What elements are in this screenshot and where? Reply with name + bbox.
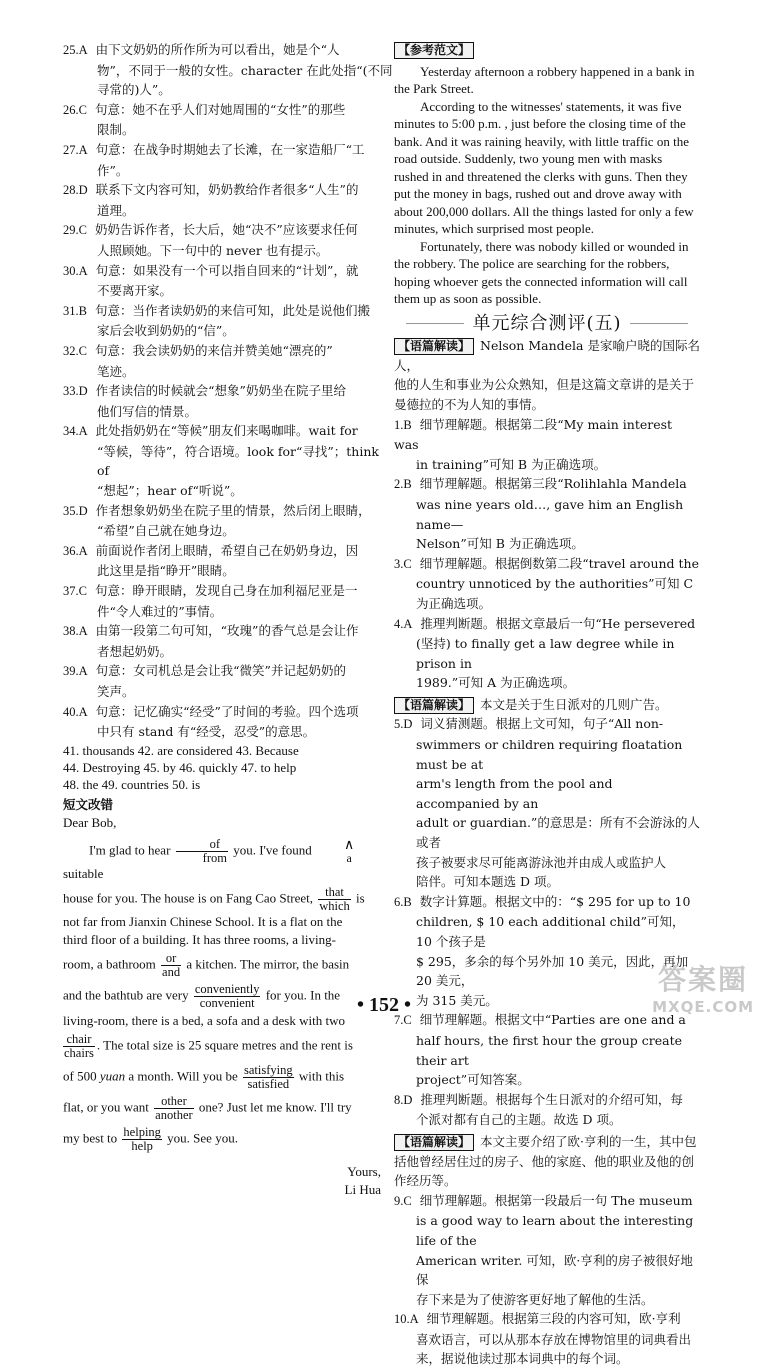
essay-paragraph: According to the witnesses' statements, it was five minutes to 5:00 p.m. , just before the closing time of the bank. And it was raining heavily, with little traffic on the road outside. Suddenly, two young men with masks rushed in and threatened the clerks with guns. Then they put the money in bags, rushed out and drove away with about 200,000 dollars. All the things lasted for only a few minutes, which surprised most people. [394, 98, 694, 237]
letter-signature: Li Hua [344, 1182, 381, 1198]
answer-line: 25.A 由下文奶奶的所作所为可以看出，她是个“人 [63, 42, 340, 57]
answer-line: arm's length from the pool and accompanied by an [416, 776, 613, 811]
letter-line: flat, or you want other another one? Just let me know. I'll try [63, 1094, 352, 1123]
page-number: • 152 • [356, 994, 411, 1016]
answer-line: 37.C 句意：睁开眼睛，发现自己身在加利福尼亚是一 [63, 583, 358, 599]
intro-line: 他的人生和事业为公众熟知，但是这篇文章讲的是关于 [394, 377, 695, 393]
passage-intro [394, 336, 700, 414]
passage-intro-tag: 【语篇解读】 [394, 338, 474, 355]
answer-line: in training”可知 B 为正确选项。 [416, 456, 607, 472]
answer-item [394, 1090, 700, 1130]
answer-line: 1.B 细节理解题。根据第二段“My main interest was [394, 416, 673, 453]
answer-line: 笔迹。 [97, 363, 135, 379]
answer-number: 37.C [63, 584, 87, 599]
answer-line: 家后会收到奶奶的“信”。 [97, 323, 235, 339]
answer-line: Nelson”可知 B 为正确选项。 [416, 536, 584, 552]
passage-intro [394, 1132, 700, 1191]
answer-number: 8.D [394, 1092, 413, 1107]
answer-item [63, 621, 393, 661]
answer-line: 31.B 句意：当作者读奶奶的来信可知，此处是说他们搬 [63, 302, 370, 318]
answer-line: is a good way to learn about the interesting life of the [416, 1213, 694, 1248]
answer-line: 6.B 数字计算题。根据文中的：“$ 295 for up to 10 [394, 893, 691, 909]
answer-line: (坚持) to finally get a law degree while in prison in [416, 636, 675, 671]
answer-number: 32.C [63, 343, 87, 358]
correction-mark: conveniently convenient [194, 982, 260, 1011]
answer-line: 人照顾她。下一句中的 never 也有提示。 [97, 242, 329, 258]
answer-line: 寻常的)人”。 [97, 82, 171, 98]
answer-item [63, 702, 393, 742]
answer-list [63, 40, 393, 742]
letter-line: I'm glad to hear of from you. I've found ∧ a suitable [63, 837, 355, 882]
correction-mark: helping help [123, 1125, 161, 1154]
passage-intro-tag: 【语篇解读】 [394, 1134, 474, 1151]
fill-row: 48. the 49. countries 50. is [63, 776, 201, 792]
answer-line: 9.C 细节理解题。根据第一段最后一句 The museum [394, 1192, 693, 1208]
answer-number: 31.B [63, 303, 87, 318]
answer-line: 此这里是指“睁开”眼睛。 [97, 563, 235, 579]
watermark-logo: 答案圈 MXQE.COM [652, 963, 754, 1016]
answer-number: 3.C [394, 556, 412, 571]
answer-number: 10.A [394, 1312, 419, 1327]
title-rule [630, 323, 688, 324]
answer-line: 39.A 句意：女司机总是会让我“微笑”并记起奶奶的 [63, 663, 346, 679]
fill-in-answers [63, 742, 393, 793]
correction-heading: 短文改错 [63, 796, 114, 812]
answer-item [63, 140, 393, 180]
correction-mark: satisfying satisfied [244, 1063, 293, 1092]
answer-item [394, 1010, 700, 1089]
answer-line: 他们写信的情景。 [97, 403, 198, 419]
answer-item [63, 261, 393, 301]
answer-line: country unnoticed by the authorities”可知 C 为正确选项。 [416, 576, 694, 611]
unit-title: 单元综合测评(五) [394, 314, 700, 334]
answer-line: 36.A 前面说作者闭上眼睛，希望自己在奶奶身边，因 [63, 542, 359, 558]
answer-line: American writer. 可知，欧·亨利的房子被很好地保 [416, 1252, 693, 1288]
answer-line: swimmers or children requiring floatation must be at [416, 737, 683, 772]
answer-line: was nine years old…, gave him an English name— [416, 496, 684, 532]
answer-line: 26.C 句意：她不在乎人们对她周围的“女性”的那些 [63, 101, 346, 117]
answer-list-right [394, 336, 700, 1369]
letter-line: of 500 yuan a month. Will you be satisfying satisfied with this [63, 1063, 345, 1092]
answer-number: 2.B [394, 477, 412, 492]
letter-line: room, a bathroom or and a kitchen. The mirror, the basin [63, 951, 350, 980]
model-essay [394, 40, 700, 308]
letter-line: chair chairs . The total size is 25 square metres and the rent is [64, 1032, 353, 1061]
answer-line: “想起”；hear of“听说”。 [97, 483, 243, 499]
answer-line: 笑声。 [97, 684, 135, 699]
correction-mark: other another [155, 1094, 193, 1123]
answer-line: 物”，不同于一般的女性。character 在此处指“(不同 [97, 62, 393, 78]
answer-item [63, 421, 393, 500]
letter-line: house for you. The house is on Fang Cao Street, that which is [63, 885, 365, 914]
answer-number: 9.C [394, 1193, 412, 1208]
answer-line: 来，据说他读过那本词典中的每个词。 [416, 1351, 629, 1367]
answer-item [394, 1309, 700, 1369]
answer-number: 35.D [63, 503, 88, 518]
answer-line: 29.C 奶奶告诉作者，长大后，她“决不”应该要求任何 [63, 222, 358, 238]
right-column [394, 40, 700, 1369]
answer-line: 3.C 细节理解题。根据倒数第二段“travel around the [394, 555, 699, 571]
answer-item [63, 341, 393, 381]
answer-line: 5.D 词义猜测题。根据上文可知，句子“All non- [394, 716, 664, 732]
answer-item [63, 220, 393, 260]
answer-line: 2.B 细节理解题。根据第三段“Rolihlahla Mandela [394, 476, 687, 492]
answer-item [63, 581, 393, 621]
answer-line: 33.D 作者读信的时候就会“想象”奶奶坐在院子里给 [63, 383, 346, 399]
letter-closing: Yours, [347, 1164, 381, 1180]
answer-item [63, 381, 393, 421]
answer-line: “等候，等待”，符合语境。look for“寻找”；think of [97, 443, 379, 479]
answer-line: 中只有 stand 有“经受，忍受”的意思。 [97, 724, 316, 740]
answer-line: 为 315 美元。 [416, 992, 498, 1008]
answer-line: adult or guardian.”的意思是：所有不会游泳的人或者 [416, 815, 700, 851]
answer-number: 7.C [394, 1013, 412, 1028]
answer-number: 36.A [63, 543, 88, 558]
answer-line: 作”。 [97, 162, 129, 178]
answer-item [63, 501, 393, 541]
answer-item [63, 661, 393, 701]
answer-line: 不要离开家。 [97, 283, 173, 299]
answer-line: 8.D 推理判断题。根据每个生日派对的介绍可知，每 [394, 1091, 683, 1107]
answer-line: half hours, the first hour the group create their art [416, 1032, 683, 1068]
intro-line: 【语篇解读】 Nelson Mandela 是家喻户晓的国际名人， [394, 338, 700, 373]
answer-item [394, 614, 700, 693]
answer-number: 25.A [63, 43, 88, 57]
correction-mark: chair chairs [64, 1032, 94, 1061]
intro-line: 【语篇解读】 本文主要介绍了欧·亨利的一生，其中包 [394, 1132, 700, 1152]
answer-item [63, 40, 393, 100]
answer-line: 限制。 [97, 122, 135, 138]
answer-line: 件“令人难过的”事情。 [97, 603, 223, 619]
answer-number: 39.A [63, 664, 88, 679]
answer-line: 存下来是为了使游客更好地了解他的生活。 [416, 1291, 654, 1307]
answer-line: 32.C 句意：我会读奶奶的来信并赞美她“漂亮的” [63, 342, 333, 358]
answer-line: 35.D 作者想象奶奶坐在院子里的情景，然后闭上眼睛， [63, 502, 371, 518]
letter-line: living-room, there is a bed, a sofa and a desk with two [63, 1013, 345, 1029]
essay-paragraph: Fortunately, there was nobody killed or wounded in the robbery. The police are searching for the robbers, hoping whoever gets the connected information will call them up as soon as possible. [394, 238, 689, 307]
insertion-mark: ∧ a [344, 837, 355, 865]
answer-item [394, 714, 700, 891]
answer-number: 29.C [63, 223, 87, 238]
answer-number: 6.B [394, 894, 412, 909]
answer-line: 道理。 [97, 202, 135, 218]
essay-paragraph: Yesterday afternoon a robbery happened in a bank in the Park Street. [394, 63, 695, 97]
letter-line: not far from Jianxin Chinese School. It is a flat on the [63, 914, 343, 930]
answer-line: 陪伴。可知本题选 D 项。 [416, 874, 559, 890]
answer-line: 40.A 句意：记忆确实“经受”了时间的考验。四个选项 [63, 703, 359, 719]
left-column [63, 40, 393, 1199]
answer-line: 27.A 句意：在战争时期她去了长滩，在一家造船厂“工 [63, 141, 365, 157]
answer-number: 34.A [63, 424, 88, 439]
answer-number: 30.A [63, 263, 88, 278]
fill-row: 41. thousands 42. are considered 43. Because [63, 742, 299, 758]
answer-number: 27.A [63, 142, 88, 157]
answer-item [63, 100, 393, 140]
answer-item [394, 554, 700, 614]
answer-number: 4.A [394, 616, 413, 631]
intro-line: 曼德拉的不为人知的事情。 [394, 396, 545, 412]
answer-line: $ 295，多余的每个另外加 10 美元，因此，再加 20 美元， [416, 953, 689, 989]
answer-line: “希望”自己就在她身边。 [97, 523, 235, 539]
answer-number: 5.D [394, 717, 413, 732]
intro-line: 【语篇解读】 本文是关于生日派对的几则广告。 [394, 695, 700, 715]
letter-line: my best to helping help you. See you. [63, 1125, 238, 1154]
answer-number: 28.D [63, 183, 88, 198]
answer-line: 4.A 推理判断题。根据文章最后一句“He persevered [394, 615, 696, 631]
answer-line: 34.A 此处指奶奶在“等候”朋友们来喝咖啡。wait for [63, 423, 358, 439]
correction-mark: or and [162, 951, 181, 980]
answer-item [394, 415, 700, 475]
answer-line: 者想起奶奶。 [97, 643, 173, 659]
answer-line: 10.A 细节理解题。根据第三段的内容可知，欧·亨利 [394, 1311, 681, 1327]
answer-line: children, $ 10 each additional child”可知，10 个孩子是 [416, 914, 685, 949]
answer-line: 喜欢语言，可以从那本存放在博物馆里的词典看出 [416, 1331, 692, 1347]
intro-line: 括他曾经居住过的房子、他的家庭、他的职业及他的创 [394, 1153, 695, 1169]
fill-row: 44. Destroying 45. by 46. quickly 47. to help [63, 759, 297, 775]
intro-line: 作经历等。 [394, 1173, 457, 1189]
model-essay-tag: 【参考范文】 [394, 42, 474, 59]
answer-line: 7.C 细节理解题。根据文中“Parties are one and a [394, 1012, 686, 1028]
answer-line: 个派对都有自己的主题。故选 D 项。 [416, 1112, 622, 1128]
answer-item [394, 1191, 700, 1310]
title-rule [406, 323, 464, 324]
answer-number: 26.C [63, 102, 87, 117]
passage-intro-tag: 【语篇解读】 [394, 697, 474, 714]
correction-mark: of from [176, 838, 228, 865]
correction-mark: that which [319, 885, 350, 914]
answer-number: 40.A [63, 704, 88, 719]
letter-line: third floor of a building. It has three rooms, a living- [63, 932, 336, 948]
letter-greeting: Dear Bob, [63, 815, 117, 831]
answer-line: 孩子被要求尽可能离游泳池并由成人或监护人 [416, 854, 667, 870]
answer-item [63, 301, 393, 341]
answer-line: 38.A 由第一段第二句可知，“玫瑰”的香气总是会让作 [63, 623, 359, 639]
letter-line: and the bathtub are very conveniently convenient for you. In the [63, 982, 341, 1011]
answer-item [394, 474, 700, 553]
answer-number: 33.D [63, 384, 88, 399]
answer-line: 1989.”可知 A 为正确选项。 [416, 675, 576, 691]
answer-item [63, 541, 393, 581]
passage-intro [394, 695, 700, 715]
answer-number: 1.B [394, 417, 412, 432]
answer-item [63, 180, 393, 220]
answer-number: 38.A [63, 624, 88, 639]
answer-line: 30.A 句意：如果没有一个可以指自回来的“计划”，就 [63, 262, 359, 278]
answer-line: project”可知答案。 [416, 1072, 530, 1088]
answer-line: 28.D 联系下文内容可知，奶奶教给作者很多“人生”的 [63, 182, 359, 198]
